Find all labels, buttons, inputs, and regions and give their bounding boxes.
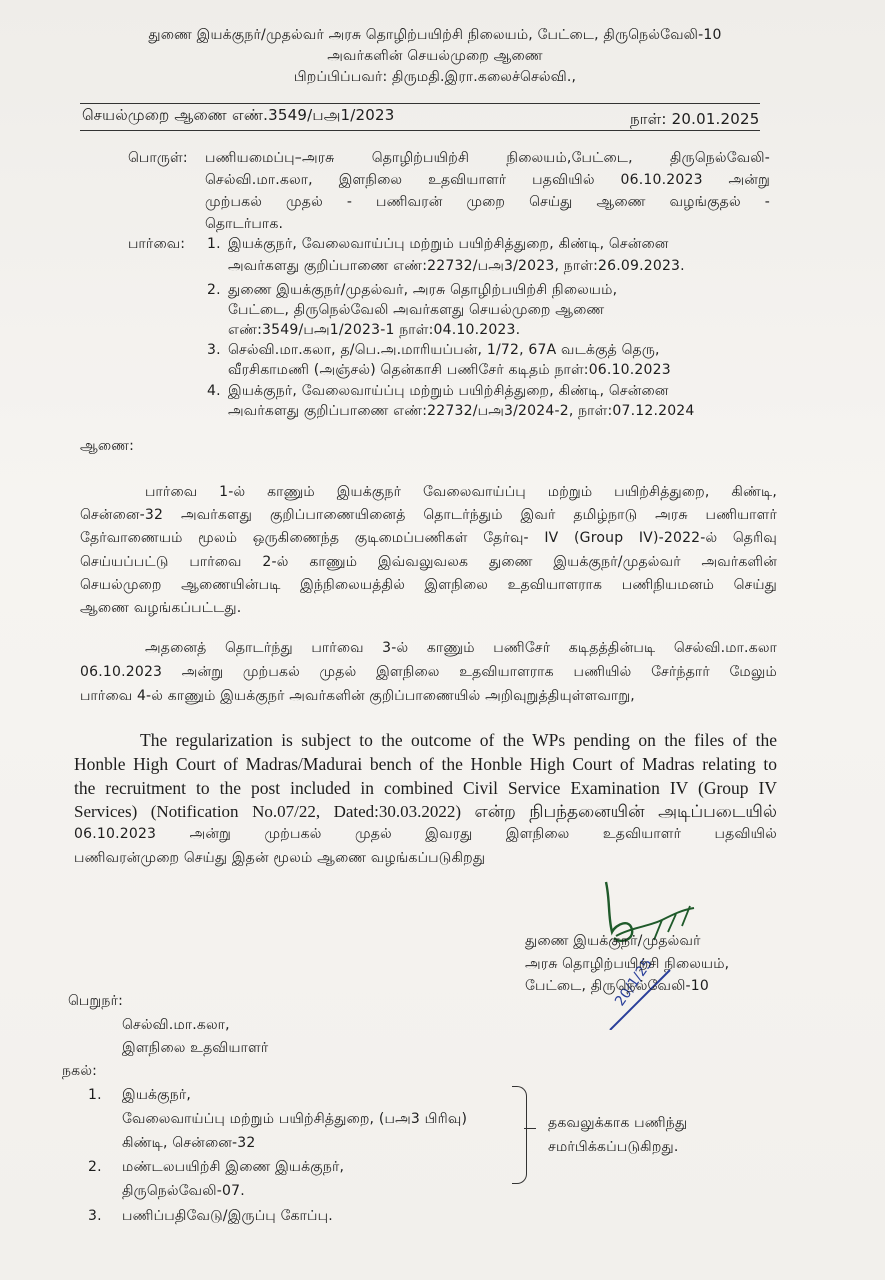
copy-brace [512, 1086, 527, 1184]
reference-line: பேட்டை, திருநெல்வேலி அவர்களது செயல்முறை ஆணை [228, 302, 605, 318]
signatory-line: அரசு தொழிற்பயிற்சி நிலையம், [525, 956, 730, 972]
paragraph-line: அதனைத் தொடர்ந்து பார்வை 3-ல் காணும் பணிசேர் கடிதத்தின்படி செல்வி.மா.கலா [145, 640, 777, 656]
reference-line: எண்:3549/பஅ1/2023-1 நாள்:04.10.2023. [228, 322, 521, 338]
copy-line: திருநெல்வேலி-07. [122, 1183, 245, 1199]
copy-line: வேலைவாய்ப்பு மற்றும் பயிற்சித்துறை, (பஅ3 பிரிவு) [122, 1111, 468, 1127]
paragraph-line: Honble High Court of Madras/Madurai bench of the Honble High Court of Madras relating to [74, 754, 777, 774]
reference-line: இயக்குநர், வேலைவாய்ப்பு மற்றும் பயிற்சித்துறை, கிண்டி, சென்னை [228, 236, 669, 252]
header-line-2: அவர்களின் செயல்முறை ஆணை [327, 48, 543, 64]
copy-line: பணிப்பதிவேடு/இருப்பு கோப்பு. [122, 1208, 333, 1224]
reference-number: 3. [207, 342, 221, 358]
order-heading: ஆணை: [80, 438, 135, 454]
paragraph-line: 06.10.2023 அன்று முற்பகல் முதல் இளநிலை உதவியாளராக பணியில் சேர்ந்தார் மேலும் [80, 664, 777, 680]
copy-line: மண்டலபயிற்சி இணை இயக்குநர், [122, 1159, 345, 1175]
reference-number: 4. [207, 383, 221, 399]
header-line-3: பிறப்பிப்பவர்: திருமதி.இரா.கலைச்செல்வி., [293, 69, 577, 85]
reference-line: அவர்களது குறிப்பாணை எண்:22732/பஅ3/2024-2, நாள்:07.12.2024 [228, 403, 695, 419]
subject-line: முற்பகல் முதல் - பணிவரன் முறை செய்து ஆணை வழங்குதல் - [205, 194, 770, 210]
reference-number: 1. [207, 236, 221, 252]
copy-number: 2. [88, 1159, 102, 1175]
paragraph-line: பார்வை 1-ல் காணும் இயக்குநர் வேலைவாய்ப்பு மற்றும் பயிற்சித்துறை, கிண்டி, [145, 484, 777, 500]
signatory-line: துணை இயக்குநர்/முதல்வர் [525, 933, 701, 949]
paragraph-line: பார்வை 4-ல் காணும் இயக்குநர் அவர்களின் குறிப்பாணையில் அறிவுறுத்தியுள்ளவாறு, [80, 688, 635, 704]
order-number: செயல்முறை ஆணை எண்.3549/பஅ1/2023 [82, 106, 395, 124]
signatory-line: பேட்டை, திருநெல்வேலி-10 [525, 978, 710, 994]
paragraph-line: சென்னை-32 அவர்களது குறிப்பாணையினைத் தொடர்ந்தும் இவர் தமிழ்நாடு அரசு பணியாளர் [80, 507, 777, 523]
paragraph-line: செய்யப்பட்டு பார்வை 2-ல் காணும் இவ்வலுவலக துணை இயக்குநர்/முதல்வர் அவர்களின் [80, 554, 777, 570]
reference-line: அவர்களது குறிப்பாணை எண்:22732/பஅ3/2023, நாள்:26.09.2023. [228, 258, 685, 274]
paragraph-line: செயல்முறை ஆணையின்படி இந்நிலையத்தில் இளநிலை உதவியாளராக பணிநியமனம் செய்து [80, 577, 777, 593]
subject-line: பணியமைப்பு–அரசு தொழிற்பயிற்சி நிலையம்,பேட்டை, திருநெல்வேலி- [205, 150, 770, 166]
subject-label: பொருள்: [128, 150, 188, 166]
reference-line: துணை இயக்குநர்/முதல்வர், அரசு தொழிற்பயிற்சி நிலையம், [228, 282, 618, 298]
paragraph-line: தேர்வாணையம் மூலம் ஒருகிணைந்த குடிமைப்பணிகள் தேர்வு- IV (Group IV)-2022-ல் தெரிவு [80, 530, 777, 546]
recipient-line: இளநிலை உதவியாளர் [122, 1040, 269, 1056]
recipient-line: செல்வி.மா.கலா, [122, 1017, 230, 1033]
references-label: பார்வை: [128, 236, 186, 252]
copy-number: 1. [88, 1087, 102, 1103]
recipient-label: பெறுநர்: [68, 993, 124, 1009]
subject-line: செல்வி.மா.கலா, இளநிலை உதவியாளர் பதவியில் 06.10.2023 அன்று [205, 172, 770, 188]
order-date: நாள்: 20.01.2025 [630, 110, 760, 128]
subject-line: தொடர்பாக. [205, 216, 284, 232]
paragraph-line: பணிவரன்முறை செய்து இதன் மூலம் ஆணை வழங்கப்படுகிறது [74, 850, 486, 866]
reference-line: இயக்குநர், வேலைவாய்ப்பு மற்றும் பயிற்சித்துறை, கிண்டி, சென்னை [228, 383, 669, 399]
paragraph-line: 06.10.2023 அன்று முற்பகல் முதல் இவரது இளநிலை உதவியாளர் பதவியில் [74, 826, 777, 842]
copy-brace-tip [524, 1128, 536, 1129]
paragraph-line: the recruitment to the post included in combined Civil Service Examination IV (Group IV [74, 778, 777, 798]
reference-number: 2. [207, 282, 221, 298]
copy-note-line: தகவலுக்காக பணிந்து [548, 1115, 688, 1131]
copy-note-line: சமர்பிக்கப்படுகிறது. [548, 1139, 679, 1155]
paragraph-line: The regularization is subject to the outcome of the WPs pending on the files of the [140, 730, 777, 750]
reference-line: செல்வி.மா.கலா, த/பெ.அ.மாரியப்பன், 1/72, 67A வடக்குத் தெரு, [228, 342, 660, 358]
paragraph-line: ஆணை வழங்கப்பட்டது. [80, 600, 242, 616]
copy-label: நகல்: [62, 1063, 98, 1079]
copy-line: இயக்குநர், [122, 1087, 192, 1103]
header-rule-top [80, 103, 760, 104]
copy-number: 3. [88, 1208, 102, 1224]
reference-line: வீரசிகாமணி (அஞ்சல்) தென்காசி பணிசேர் கடிதம் நாள்:06.10.2023 [228, 362, 671, 378]
handwritten-signature [590, 880, 710, 1030]
paragraph-line: Services) (Notification No.07/22, Dated:30.03.2022) என்ற நிபந்தனையின் அடிப்படையில் [74, 802, 777, 821]
header-line-1: துணை இயக்குநர்/முதல்வர் அரசு தொழிற்பயிற்சி நிலையம், பேட்டை, திருநெல்வேலி-10 [148, 27, 722, 43]
copy-line: கிண்டி, சென்னை-32 [122, 1135, 256, 1151]
header-rule-bottom [80, 130, 760, 131]
signature-date: 20/1/25 [612, 955, 657, 1010]
